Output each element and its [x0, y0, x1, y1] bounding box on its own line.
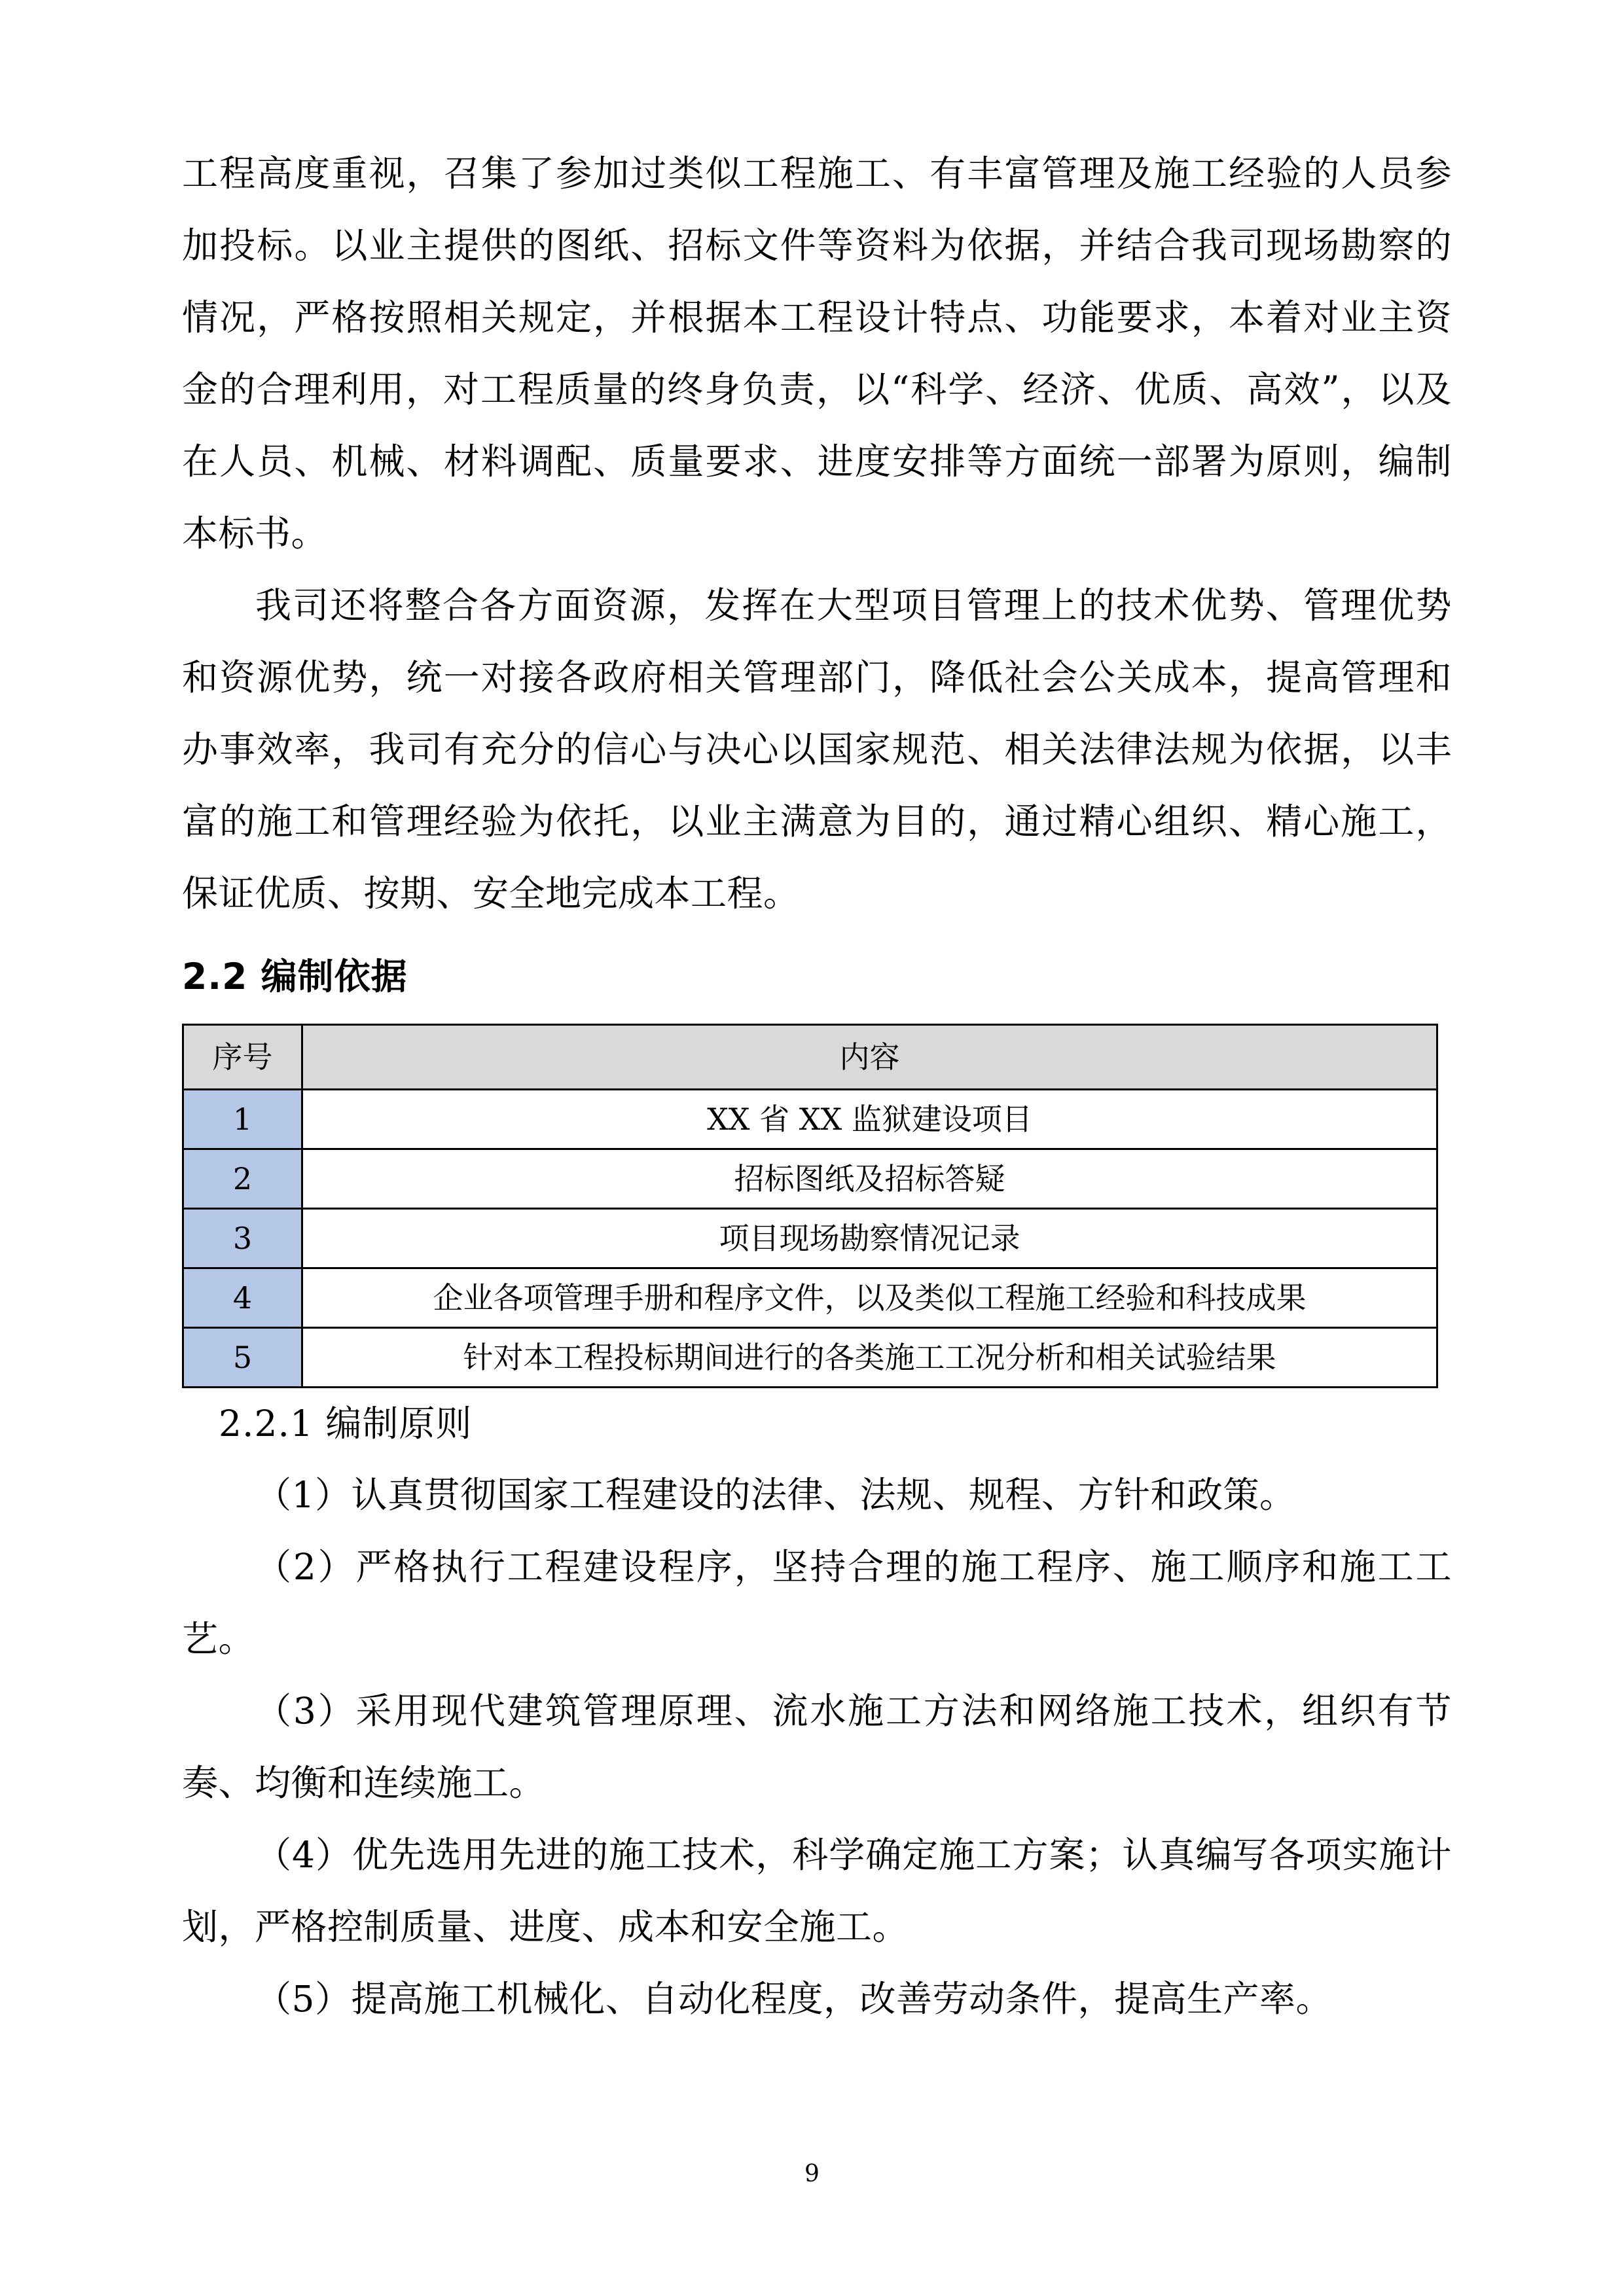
page-footer — [0, 2160, 1624, 2189]
spacer — [182, 929, 1452, 940]
subsection-heading-2-2-1: 2.2.1 编制原则 — [219, 1403, 473, 1444]
table-cell-index: 2 — [183, 1149, 302, 1209]
table-cell-index: 1 — [183, 1090, 302, 1149]
spacer — [182, 1013, 1452, 1024]
compilation-basis-table — [182, 1024, 1438, 1388]
table-cell-content: 招标图纸及招标答疑 — [302, 1149, 1437, 1209]
principle-item-5: （5）提高施工机械化、自动化程度，改善劳动条件，提高生产率。 — [255, 1978, 1332, 2020]
table-header-row — [183, 1025, 1437, 1090]
page-number: 9 — [804, 2161, 820, 2187]
column-header-index: 序号 — [183, 1025, 302, 1090]
table-cell-index: 4 — [183, 1268, 302, 1328]
table-cell-content: 项目现场勘察情况记录 — [302, 1209, 1437, 1268]
table-header — [183, 1025, 1437, 1090]
principle-item-3: （3）采用现代建筑管理原理、流水施工方法和网络施工技术，组织有节奏、均衡和连续施工。 — [182, 1690, 1452, 1804]
table-body — [183, 1090, 1437, 1388]
table-cell-content: 针对本工程投标期间进行的各类施工工况分析和相关试验结果 — [302, 1328, 1437, 1388]
table-cell-index: 5 — [183, 1328, 302, 1388]
paragraph-continuation: 工程高度重视，召集了参加过类似工程施工、有丰富管理及施工经验的人员参加投标。以业主提供的图纸、招标文件等资料为依据，并结合我司现场勘察的情况，严格按照相关规定，并根据本工程设计特点、功能要求，本着对业主资金的合理利用，对工程质量的终身负责，以“科学、经济、优质、高效”，以及在人员、机械、材料调配、质量要求、进度安排等方面统一部署为原则，编制本标书。 — [182, 152, 1452, 554]
paragraph-company-resources: 我司还将整合各方面资源，发挥在大型项目管理上的技术优势、管理优势和资源优势，统一对接各政府相关管理部门，降低社会公关成本，提高管理和办事效率，我司有充分的信心与决心以国家规范、相关法律法规为依据，以丰富的施工和管理经验为依托，以业主满意为目的，通过精心组织、精心施工，保证优质、按期、安全地完成本工程。 — [182, 584, 1452, 914]
column-header-content: 内容 — [302, 1025, 1437, 1090]
table-row — [183, 1090, 1437, 1149]
principle-item-1: （1）认真贯彻国家工程建设的法律、法规、规程、方针和政策。 — [255, 1474, 1296, 1516]
section-heading-2-2: 2.2 编制依据 — [182, 956, 408, 997]
page-content — [182, 137, 1452, 2035]
table-cell-index: 3 — [183, 1209, 302, 1268]
table-cell-content: XX 省 XX 监狱建设项目 — [302, 1090, 1437, 1149]
table-row — [183, 1149, 1437, 1209]
principle-item-2: （2）严格执行工程建设程序，坚持合理的施工程序、施工顺序和施工工艺。 — [182, 1546, 1452, 1660]
table-row — [183, 1328, 1437, 1388]
table-row — [183, 1209, 1437, 1268]
table-row — [183, 1268, 1437, 1328]
principle-item-4: （4）优先选用先进的施工技术，科学确定施工方案；认真编写各项实施计划，严格控制质量、进度、成本和安全施工。 — [182, 1834, 1452, 1948]
table-cell-content: 企业各项管理手册和程序文件，以及类似工程施工经验和科技成果 — [302, 1268, 1437, 1328]
